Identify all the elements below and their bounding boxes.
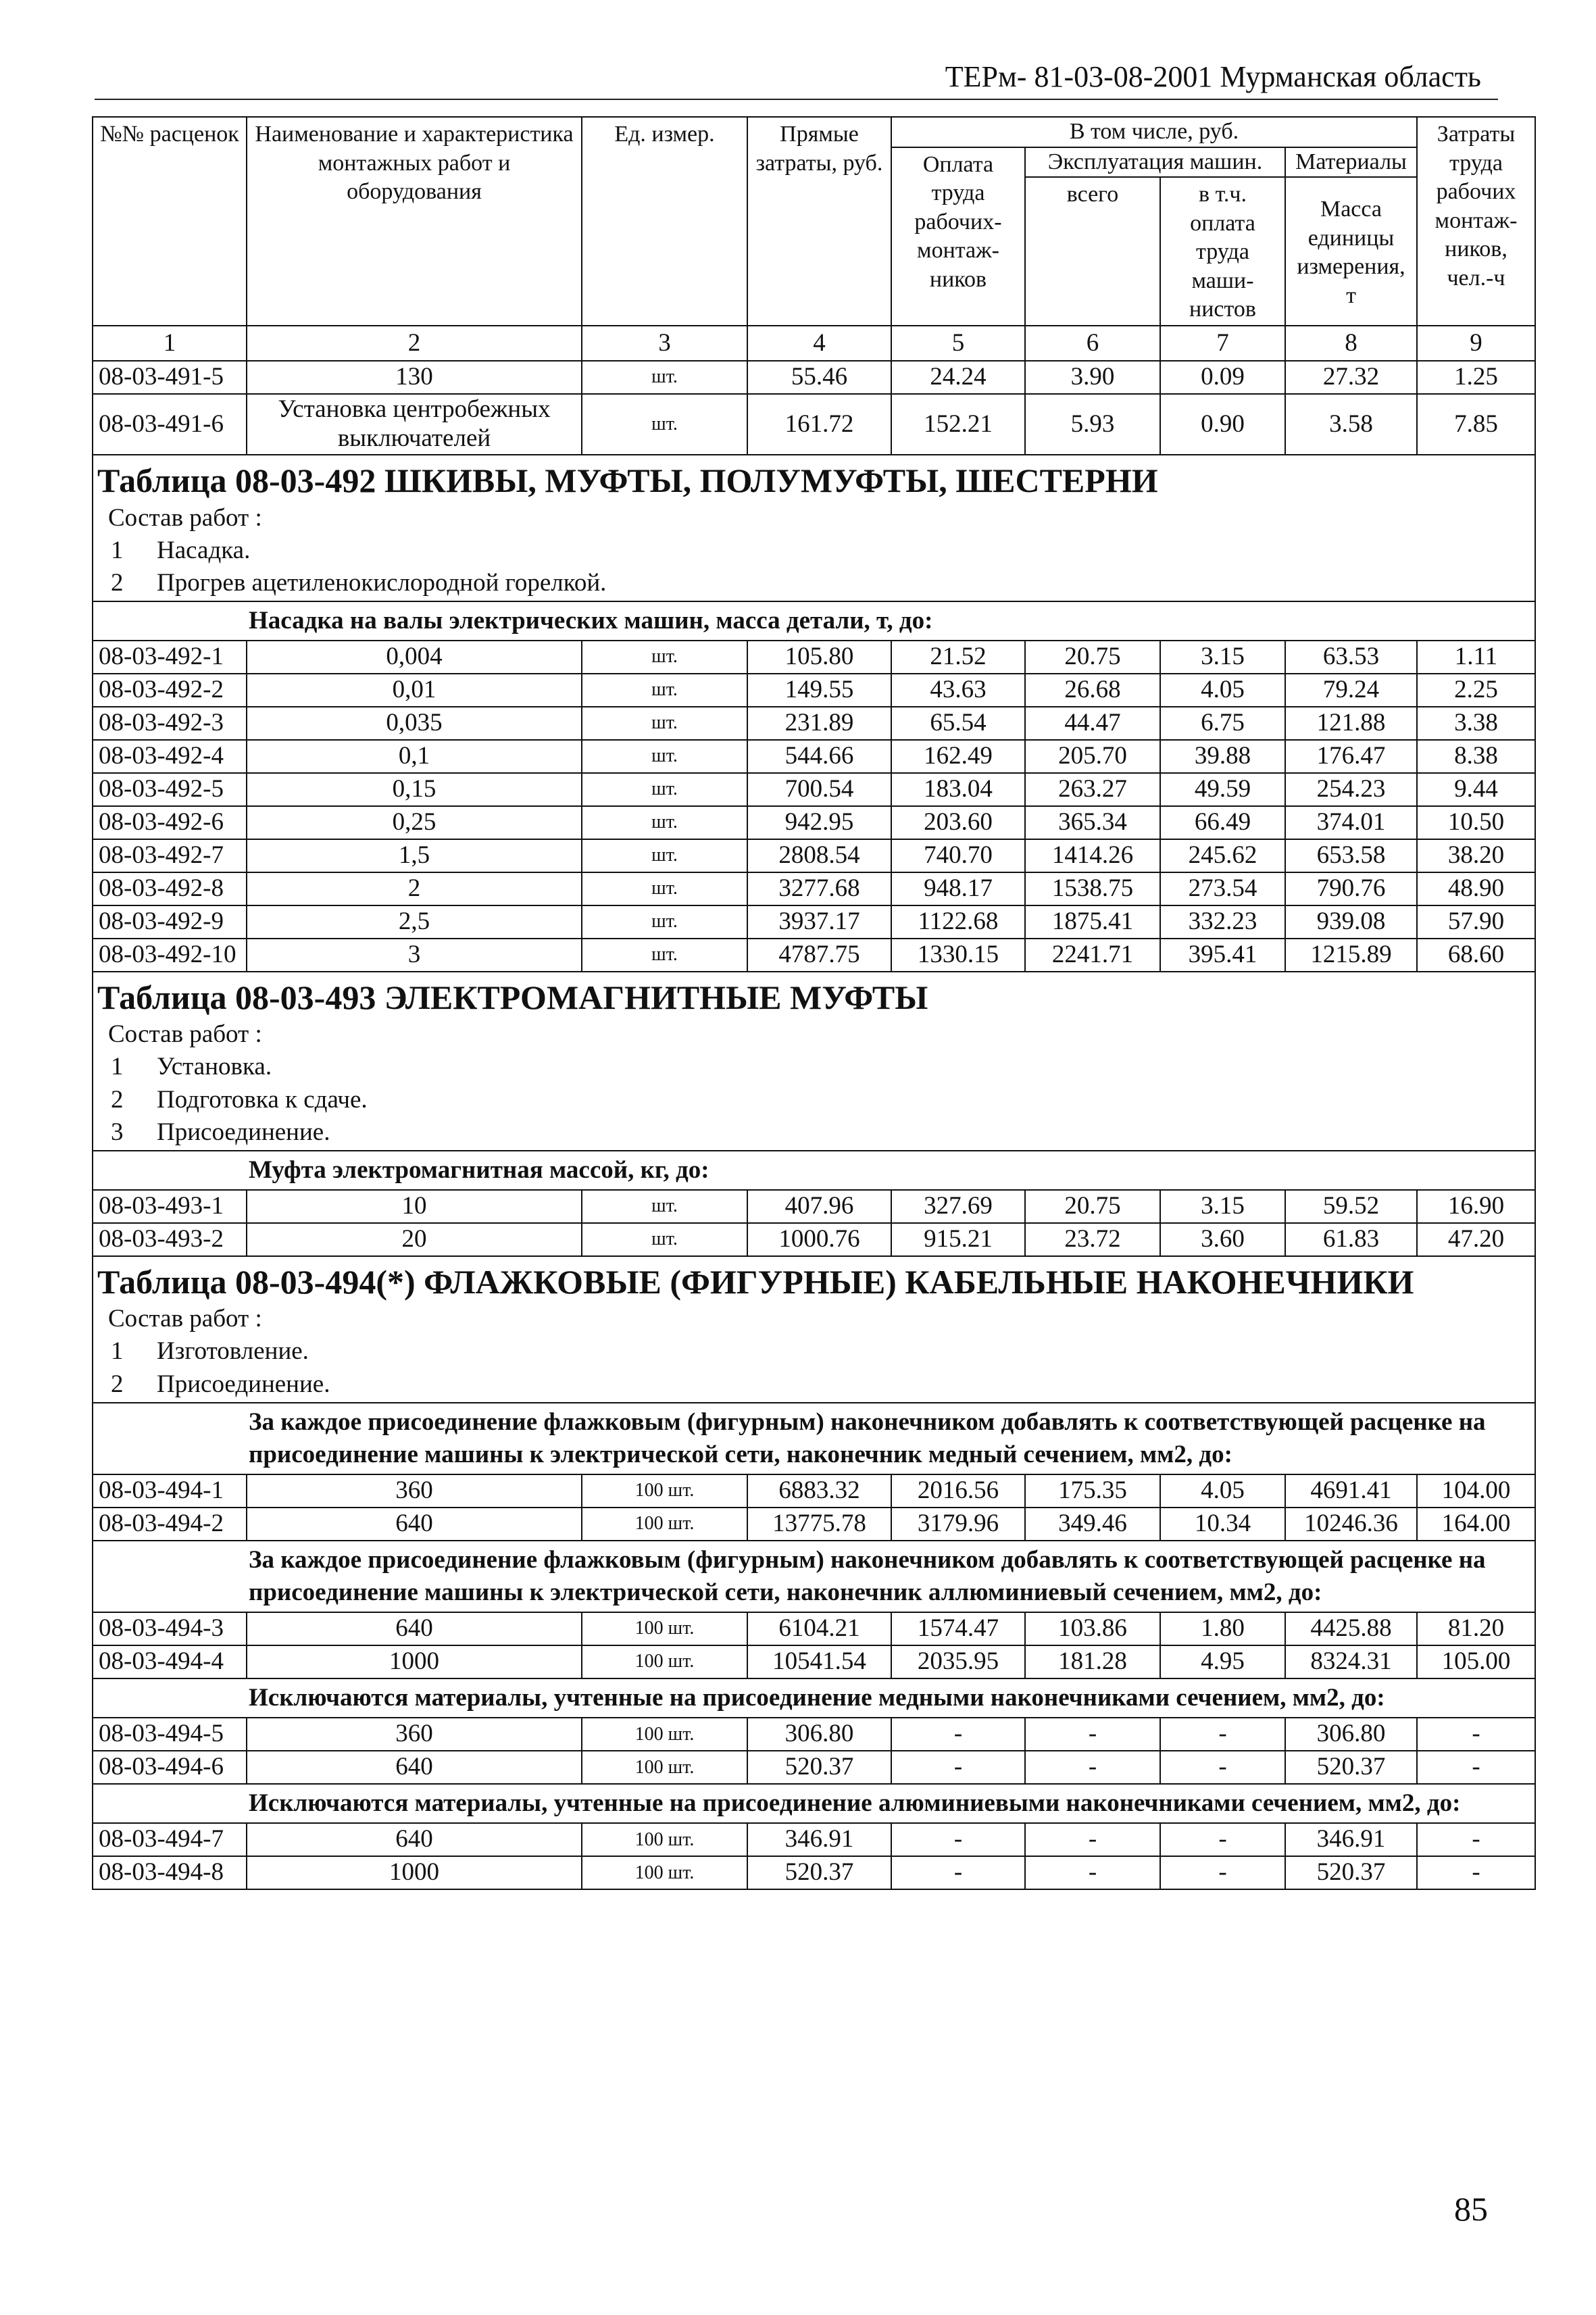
step-text: Насадка. (157, 536, 251, 564)
cell-code: 08-03-492-4 (93, 740, 247, 773)
cell-hours: 16.90 (1417, 1190, 1535, 1223)
cell-labor: 183.04 (891, 773, 1025, 806)
cell-hours: 3.38 (1417, 707, 1535, 740)
cell-code: 08-03-494-3 (93, 1612, 247, 1645)
step-number: 2 (111, 1370, 124, 1398)
cell-mass: 27.32 (1285, 361, 1417, 394)
cell-mass: 176.47 (1285, 740, 1417, 773)
cell-mass: 790.76 (1285, 872, 1417, 905)
col-header-hours: Затраты труда рабочих монтаж-ников, чел.-ч (1417, 117, 1535, 326)
cell-mach-labor: - (1160, 1856, 1285, 1889)
table-row (93, 1718, 1535, 1751)
cell-code: 08-03-492-9 (93, 905, 247, 939)
cell-hours: - (1417, 1856, 1535, 1889)
cell-name: 2 (247, 872, 582, 905)
column-number: 3 (582, 326, 747, 361)
step-text: Присоединение. (157, 1118, 330, 1146)
cell-mach: 181.28 (1025, 1645, 1160, 1678)
table-row (93, 394, 1535, 455)
cell-hours: 9.44 (1417, 773, 1535, 806)
cell-name: 360 (247, 1718, 582, 1751)
col-header-unit: Ед. измер. (582, 117, 747, 326)
cell-hours: 164.00 (1417, 1508, 1535, 1541)
cell-labor: - (891, 1751, 1025, 1784)
subheader-row (93, 601, 1535, 641)
cell-hours: 68.60 (1417, 939, 1535, 972)
col-header-mass: Масса единицы измерения, т (1285, 177, 1417, 326)
table-row (93, 939, 1535, 972)
header-divider (95, 99, 1498, 100)
cell-code: 08-03-491-6 (93, 394, 247, 455)
cell-labor: 327.69 (891, 1190, 1025, 1223)
cell-mach: 1875.41 (1025, 905, 1160, 939)
col-header-direct: Прямые затраты, руб. (747, 117, 891, 326)
table-row (93, 872, 1535, 905)
step-text: Изготовление. (157, 1337, 309, 1366)
cell-direct: 13775.78 (747, 1508, 891, 1541)
cell-mass: 254.23 (1285, 773, 1417, 806)
cell-mach-labor: 0.90 (1160, 394, 1285, 455)
cell-labor: 740.70 (891, 839, 1025, 872)
table-row (93, 1508, 1535, 1541)
step-number: 1 (111, 1053, 124, 1081)
cell-direct: 520.37 (747, 1856, 891, 1889)
cell-labor: 915.21 (891, 1223, 1025, 1256)
step-text: Установка. (157, 1053, 272, 1081)
cell-name: Установка центробежных выключателей (247, 394, 582, 455)
section-title: Таблица 08-03-492 ШКИВЫ, МУФТЫ, ПОЛУМУФТЫ, ШЕСТЕРНИ (97, 462, 1158, 499)
cell-unit: шт. (582, 394, 747, 455)
cell-mass: 3.58 (1285, 394, 1417, 455)
cell-direct: 700.54 (747, 773, 891, 806)
cell-unit: шт. (582, 773, 747, 806)
table-row (93, 1856, 1535, 1889)
cell-mach: - (1025, 1823, 1160, 1856)
subheader-row (93, 1678, 1535, 1718)
work-step (111, 1116, 1529, 1149)
cell-name: 0,004 (247, 641, 582, 674)
work-composition-label: Состав работ : (108, 503, 262, 532)
column-number: 7 (1160, 326, 1285, 361)
subheader-row (93, 1541, 1535, 1612)
cell-mach-labor: 49.59 (1160, 773, 1285, 806)
cell-mach: 1538.75 (1025, 872, 1160, 905)
cell-mach-labor: 4.05 (1160, 1474, 1285, 1508)
column-number: 1 (93, 326, 247, 361)
cell-mach-labor: 3.15 (1160, 641, 1285, 674)
cell-labor: 24.24 (891, 361, 1025, 394)
cell-hours: 10.50 (1417, 806, 1535, 839)
cell-hours: - (1417, 1823, 1535, 1856)
cell-direct: 161.72 (747, 394, 891, 455)
table-row (93, 1612, 1535, 1645)
cell-mass: 653.58 (1285, 839, 1417, 872)
cell-code: 08-03-492-3 (93, 707, 247, 740)
cell-mass: 121.88 (1285, 707, 1417, 740)
cell-direct: 942.95 (747, 806, 891, 839)
cell-unit: шт. (582, 839, 747, 872)
cell-hours: - (1417, 1751, 1535, 1784)
column-number: 9 (1417, 326, 1535, 361)
cell-code: 08-03-492-7 (93, 839, 247, 872)
table-row (93, 1190, 1535, 1223)
cell-name: 0,035 (247, 707, 582, 740)
cell-name: 0,15 (247, 773, 582, 806)
cell-mass: 59.52 (1285, 1190, 1417, 1223)
table-row (93, 1823, 1535, 1856)
cell-unit: шт. (582, 939, 747, 972)
cell-name: 130 (247, 361, 582, 394)
cell-name: 0,01 (247, 674, 582, 707)
cell-unit: 100 шт. (582, 1751, 747, 1784)
page-number: 85 (1454, 2190, 1488, 2228)
cell-labor: 162.49 (891, 740, 1025, 773)
subheader-row (93, 1151, 1535, 1190)
cell-hours: 104.00 (1417, 1474, 1535, 1508)
cell-mach-labor: 273.54 (1160, 872, 1285, 905)
cell-direct: 55.46 (747, 361, 891, 394)
cell-name: 20 (247, 1223, 582, 1256)
subheader-text: За каждое присоединение флажковым (фигурным) наконечником добавлять к соответствующей расценке на присоединение машины к электрической сети, наконечник аллюминиевый сечением, мм2, до: (93, 1541, 1535, 1612)
cell-labor: - (891, 1718, 1025, 1751)
step-text: Подготовка к сдаче. (157, 1085, 368, 1114)
cell-labor: 152.21 (891, 394, 1025, 455)
cell-mach: 263.27 (1025, 773, 1160, 806)
cell-code: 08-03-492-6 (93, 806, 247, 839)
cell-hours: 57.90 (1417, 905, 1535, 939)
cell-mach-labor: - (1160, 1823, 1285, 1856)
cell-direct: 6883.32 (747, 1474, 891, 1508)
cell-code: 08-03-492-8 (93, 872, 247, 905)
cell-mass: 4691.41 (1285, 1474, 1417, 1508)
cell-hours: 2.25 (1417, 674, 1535, 707)
cell-name: 360 (247, 1474, 582, 1508)
cell-unit: шт. (582, 641, 747, 674)
cell-unit: 100 шт. (582, 1474, 747, 1508)
cell-hours: 47.20 (1417, 1223, 1535, 1256)
cell-hours: 7.85 (1417, 394, 1535, 455)
col-header-labor: Оплата труда рабочих-монтаж-ников (891, 147, 1025, 326)
cell-mass: 63.53 (1285, 641, 1417, 674)
table-row (93, 806, 1535, 839)
cell-code: 08-03-494-1 (93, 1474, 247, 1508)
cell-name: 3 (247, 939, 582, 972)
work-composition-label: Состав работ : (108, 1305, 262, 1333)
cell-code: 08-03-491-5 (93, 361, 247, 394)
subheader-text: Исключаются материалы, учтенные на присоединение медными наконечниками сечением, мм2, до: (93, 1678, 1535, 1718)
section-title: Таблица 08-03-493 ЭЛЕКТРОМАГНИТНЫЕ МУФТЫ (97, 978, 928, 1016)
cell-hours: 105.00 (1417, 1645, 1535, 1678)
cell-code: 08-03-492-1 (93, 641, 247, 674)
cell-mach: 175.35 (1025, 1474, 1160, 1508)
cell-direct: 544.66 (747, 740, 891, 773)
cell-direct: 105.80 (747, 641, 891, 674)
cell-mach: 205.70 (1025, 740, 1160, 773)
cell-mass: 61.83 (1285, 1223, 1417, 1256)
cell-mach: - (1025, 1856, 1160, 1889)
cell-unit: 100 шт. (582, 1718, 747, 1751)
cell-unit: 100 шт. (582, 1612, 747, 1645)
step-text: Присоединение. (157, 1370, 330, 1398)
cell-unit: шт. (582, 361, 747, 394)
cell-unit: шт. (582, 674, 747, 707)
cell-labor: 1574.47 (891, 1612, 1025, 1645)
cell-unit: шт. (582, 707, 747, 740)
cell-mach: 26.68 (1025, 674, 1160, 707)
cell-labor: 203.60 (891, 806, 1025, 839)
col-header-mach-total: всего (1025, 177, 1160, 326)
col-header-machines: Эксплуатация машин. (1025, 147, 1285, 178)
work-step (111, 567, 1529, 599)
cell-labor: - (891, 1856, 1025, 1889)
table-row (93, 905, 1535, 939)
cell-direct: 6104.21 (747, 1612, 891, 1645)
price-table (92, 116, 1536, 1890)
step-number: 3 (111, 1118, 124, 1146)
cell-name: 1000 (247, 1645, 582, 1678)
table-row (93, 361, 1535, 394)
cell-unit: шт. (582, 872, 747, 905)
section-header (93, 455, 1535, 601)
cell-direct: 3277.68 (747, 872, 891, 905)
col-header-name: Наименование и характеристика монтажных работ и оборудования (247, 117, 582, 326)
cell-mass: 8324.31 (1285, 1645, 1417, 1678)
cell-mach-labor: 1.80 (1160, 1612, 1285, 1645)
table-row (93, 674, 1535, 707)
cell-mach-labor: 245.62 (1160, 839, 1285, 872)
cell-mach-labor: 0.09 (1160, 361, 1285, 394)
cell-mass: 520.37 (1285, 1751, 1417, 1784)
cell-direct: 2808.54 (747, 839, 891, 872)
table-row (93, 773, 1535, 806)
cell-mach: 44.47 (1025, 707, 1160, 740)
cell-code: 08-03-494-7 (93, 1823, 247, 1856)
cell-mass: 374.01 (1285, 806, 1417, 839)
cell-mach: 5.93 (1025, 394, 1160, 455)
page-header: ТЕРм- 81-03-08-2001 Мурманская область (945, 60, 1481, 93)
table-row (93, 1645, 1535, 1678)
cell-unit: 100 шт. (582, 1508, 747, 1541)
cell-name: 640 (247, 1612, 582, 1645)
cell-unit: 100 шт. (582, 1823, 747, 1856)
cell-mach-labor: - (1160, 1718, 1285, 1751)
cell-labor: 948.17 (891, 872, 1025, 905)
table-row (93, 1223, 1535, 1256)
cell-name: 10 (247, 1190, 582, 1223)
cell-mach: - (1025, 1718, 1160, 1751)
cell-labor: 21.52 (891, 641, 1025, 674)
cell-mach-labor: 4.95 (1160, 1645, 1285, 1678)
cell-labor: 43.63 (891, 674, 1025, 707)
cell-mach-labor: - (1160, 1751, 1285, 1784)
cell-name: 0,1 (247, 740, 582, 773)
cell-code: 08-03-492-10 (93, 939, 247, 972)
header-row-1 (93, 117, 1535, 147)
cell-code: 08-03-493-2 (93, 1223, 247, 1256)
section-header (93, 1256, 1535, 1403)
work-step (111, 1335, 1529, 1368)
cell-direct: 149.55 (747, 674, 891, 707)
cell-direct: 346.91 (747, 1823, 891, 1856)
cell-mach-labor: 66.49 (1160, 806, 1285, 839)
cell-mach-labor: 6.75 (1160, 707, 1285, 740)
table-row (93, 740, 1535, 773)
cell-mach: 349.46 (1025, 1508, 1160, 1541)
cell-mach: 103.86 (1025, 1612, 1160, 1645)
cell-mach: 23.72 (1025, 1223, 1160, 1256)
cell-labor: 2035.95 (891, 1645, 1025, 1678)
subheader-text: За каждое присоединение флажковым (фигурным) наконечником добавлять к соответствующей расценке на присоединение машины к электрической сети, наконечник медный сечением, мм2, до: (93, 1403, 1535, 1474)
column-number: 8 (1285, 326, 1417, 361)
column-number: 5 (891, 326, 1025, 361)
cell-direct: 520.37 (747, 1751, 891, 1784)
cell-mass: 306.80 (1285, 1718, 1417, 1751)
cell-mass: 939.08 (1285, 905, 1417, 939)
cell-hours: 1.11 (1417, 641, 1535, 674)
work-step (111, 1051, 1529, 1083)
step-text: Прогрев ацетиленокислородной горелкой. (157, 568, 607, 597)
subheader-text: Насадка на валы электрических машин, масса детали, т, до: (93, 601, 1535, 641)
cell-name: 640 (247, 1508, 582, 1541)
cell-code: 08-03-494-6 (93, 1751, 247, 1784)
column-number: 4 (747, 326, 891, 361)
cell-unit: шт. (582, 1190, 747, 1223)
cell-mach-labor: 10.34 (1160, 1508, 1285, 1541)
cell-labor: 2016.56 (891, 1474, 1025, 1508)
cell-code: 08-03-493-1 (93, 1190, 247, 1223)
cell-mach: 20.75 (1025, 1190, 1160, 1223)
cell-hours: - (1417, 1718, 1535, 1751)
section-title: Таблица 08-03-494(*) ФЛАЖКОВЫЕ (ФИГУРНЫЕ) КАБЕЛЬНЫЕ НАКОНЕЧНИКИ (97, 1262, 1414, 1301)
cell-hours: 8.38 (1417, 740, 1535, 773)
col-header-mach-labor: в т.ч. оплата труда маши-нистов (1160, 177, 1285, 326)
cell-hours: 1.25 (1417, 361, 1535, 394)
cell-mass: 520.37 (1285, 1856, 1417, 1889)
cell-direct: 231.89 (747, 707, 891, 740)
cell-unit: шт. (582, 905, 747, 939)
cell-direct: 306.80 (747, 1718, 891, 1751)
cell-mach-labor: 39.88 (1160, 740, 1285, 773)
cell-labor: 1330.15 (891, 939, 1025, 972)
cell-labor: 1122.68 (891, 905, 1025, 939)
table-row (93, 641, 1535, 674)
work-composition-label: Состав работ : (108, 1020, 262, 1049)
cell-labor: - (891, 1823, 1025, 1856)
cell-mach: 20.75 (1025, 641, 1160, 674)
cell-mach-labor: 4.05 (1160, 674, 1285, 707)
cell-mass: 1215.89 (1285, 939, 1417, 972)
subheader-row (93, 1403, 1535, 1474)
cell-mach: 3.90 (1025, 361, 1160, 394)
cell-name: 1000 (247, 1856, 582, 1889)
cell-code: 08-03-494-8 (93, 1856, 247, 1889)
cell-mass: 346.91 (1285, 1823, 1417, 1856)
cell-mach-labor: 332.23 (1160, 905, 1285, 939)
subheader-text: Исключаются материалы, учтенные на присоединение алюминиевыми наконечниками сечением, мм2, до: (93, 1784, 1535, 1823)
table-row (93, 839, 1535, 872)
work-step (111, 534, 1529, 567)
work-step (111, 1368, 1529, 1401)
cell-mach: - (1025, 1751, 1160, 1784)
cell-mach-labor: 3.60 (1160, 1223, 1285, 1256)
cell-name: 0,25 (247, 806, 582, 839)
cell-mach: 2241.71 (1025, 939, 1160, 972)
cell-mach-labor: 3.15 (1160, 1190, 1285, 1223)
work-step (111, 1084, 1529, 1116)
cell-unit: шт. (582, 740, 747, 773)
cell-mach: 365.34 (1025, 806, 1160, 839)
cell-unit: шт. (582, 806, 747, 839)
cell-name: 640 (247, 1823, 582, 1856)
step-number: 1 (111, 536, 124, 564)
cell-direct: 10541.54 (747, 1645, 891, 1678)
cell-hours: 38.20 (1417, 839, 1535, 872)
column-number: 6 (1025, 326, 1160, 361)
cell-direct: 3937.17 (747, 905, 891, 939)
cell-code: 08-03-494-2 (93, 1508, 247, 1541)
cell-labor: 65.54 (891, 707, 1025, 740)
cell-mass: 79.24 (1285, 674, 1417, 707)
cell-code: 08-03-492-5 (93, 773, 247, 806)
cell-mass: 4425.88 (1285, 1612, 1417, 1645)
col-header-code: №№ расценок (93, 117, 247, 326)
cell-name: 640 (247, 1751, 582, 1784)
cell-direct: 4787.75 (747, 939, 891, 972)
subheader-text: Муфта электромагнитная массой, кг, до: (93, 1151, 1535, 1190)
column-number-row (93, 326, 1535, 361)
cell-hours: 48.90 (1417, 872, 1535, 905)
cell-name: 1,5 (247, 839, 582, 872)
cell-direct: 407.96 (747, 1190, 891, 1223)
column-number: 2 (247, 326, 582, 361)
cell-mass: 10246.36 (1285, 1508, 1417, 1541)
cell-name: 2,5 (247, 905, 582, 939)
subheader-row (93, 1784, 1535, 1823)
cell-code: 08-03-494-4 (93, 1645, 247, 1678)
cell-code: 08-03-494-5 (93, 1718, 247, 1751)
col-header-materials: Материалы (1285, 147, 1417, 178)
cell-labor: 3179.96 (891, 1508, 1025, 1541)
step-number: 2 (111, 568, 124, 597)
cell-mach-labor: 395.41 (1160, 939, 1285, 972)
cell-code: 08-03-492-2 (93, 674, 247, 707)
section-header (93, 972, 1535, 1151)
step-number: 2 (111, 1085, 124, 1114)
cell-direct: 1000.76 (747, 1223, 891, 1256)
cell-unit: 100 шт. (582, 1645, 747, 1678)
cell-mach: 1414.26 (1025, 839, 1160, 872)
cell-unit: шт. (582, 1223, 747, 1256)
table-row (93, 1474, 1535, 1508)
col-header-group: В том числе, руб. (891, 117, 1417, 147)
step-number: 1 (111, 1337, 124, 1366)
table-row (93, 707, 1535, 740)
cell-hours: 81.20 (1417, 1612, 1535, 1645)
table-row (93, 1751, 1535, 1784)
cell-unit: 100 шт. (582, 1856, 747, 1889)
